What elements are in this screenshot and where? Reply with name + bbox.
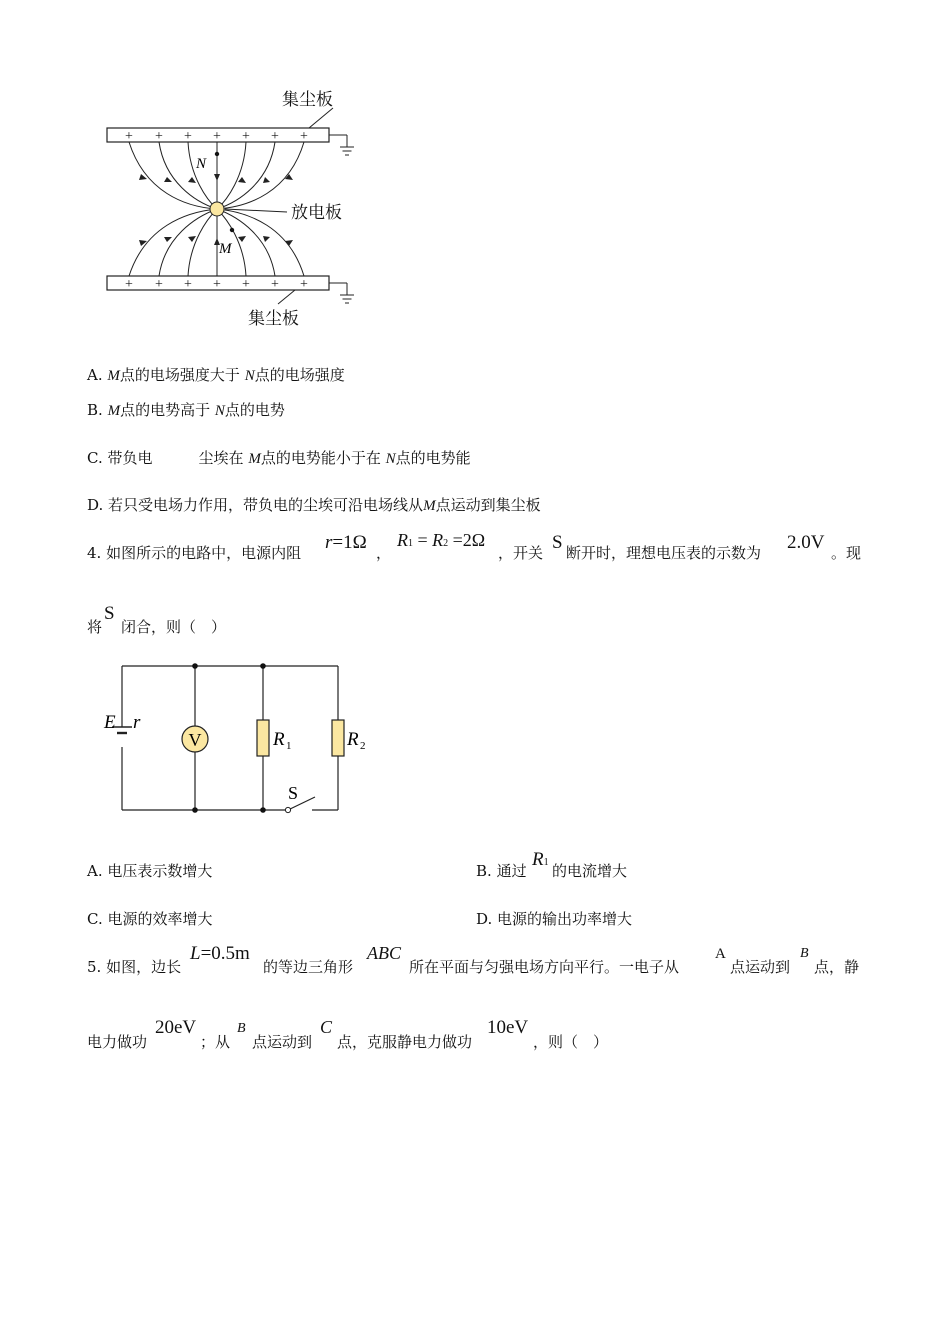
r1-label: R: [273, 729, 285, 750]
q4-option-a[interactable]: A. 电压表示数增大: [87, 862, 213, 880]
q4-line2-a: 将: [87, 618, 103, 636]
point-n-dot: [215, 152, 219, 156]
q4-voltage-value: 2.0V: [787, 532, 825, 553]
svg-text:+: +: [242, 277, 250, 292]
q4-text-open: 断开时，理想电压表的示数为: [566, 544, 762, 562]
q4-comma: ，: [376, 544, 392, 562]
q4-r-value: r=1Ω: [325, 532, 367, 553]
q4-text-now: 。现: [831, 544, 862, 562]
ground-symbol-bottom: [329, 283, 354, 303]
switch-contact: [285, 807, 290, 812]
ground-symbol-top: [329, 135, 354, 155]
q4-option-b[interactable]: B. 通过: [476, 862, 527, 880]
svg-text:+: +: [184, 277, 192, 292]
svg-text:+: +: [125, 129, 133, 144]
q5-line2-d: 点，克服静电力做功: [337, 1033, 473, 1051]
svg-text:2: 2: [360, 740, 366, 752]
q4-text-switch: ，开关: [498, 544, 544, 562]
internal-r-label: r: [133, 712, 141, 733]
q5-work-1: 20eV: [155, 1017, 197, 1038]
q5-text-move: 点运动到: [730, 958, 791, 976]
q5-text-static: 点，静: [814, 958, 860, 976]
svg-text:V: V: [188, 730, 202, 750]
q4-option-d[interactable]: D. 电源的输出功率增大: [476, 910, 633, 928]
q5-point-b2: B: [237, 1021, 246, 1036]
svg-text:1: 1: [286, 740, 292, 752]
q5-point-a: A: [715, 946, 726, 962]
q5-abc: ABC: [367, 943, 401, 963]
option-a[interactable]: A. M点的电场强度大于 N点的电场强度: [87, 366, 345, 384]
switch-label: S: [288, 783, 299, 803]
label-discharge-plate: 放电板: [291, 203, 342, 223]
q5-work-2: 10eV: [487, 1017, 529, 1038]
q5-text-triangle: 的等边三角形: [263, 958, 354, 976]
q5-text-plane: 所在平面与匀强电场方向平行。一电子从: [409, 958, 680, 976]
q5-line2-c: 点运动到: [252, 1033, 313, 1051]
q5-point-b: B: [800, 946, 809, 961]
svg-text:+: +: [242, 129, 250, 144]
q5-line2-b: ；从: [200, 1033, 231, 1051]
q5-line2-a: 电力做功: [87, 1033, 148, 1051]
point-n-label: N: [196, 156, 207, 172]
option-d[interactable]: D. 若只受电场力作用，带负电的尘埃可沿电场线从M点运动到集尘板: [87, 496, 541, 514]
q5-point-c: C: [320, 1017, 333, 1037]
q4-option-c[interactable]: C. 电源的效率增大: [87, 910, 213, 928]
svg-text:+: +: [213, 277, 221, 292]
label-bottom-collector: 集尘板: [248, 309, 299, 329]
point-m-dot: [230, 228, 234, 232]
svg-text:+: +: [213, 129, 221, 144]
discharge-electrode: [210, 202, 224, 216]
svg-text:+: +: [300, 277, 308, 292]
q4-switch-s1: S: [552, 532, 563, 553]
option-c[interactable]: C. 带负电 尘埃在 M点的电势能小于在 N点的电势能: [87, 449, 471, 467]
q4-r1-r2-value: R1 = R2 =2Ω: [397, 530, 486, 550]
question-5-line1: 5. 如图，边长: [87, 958, 182, 976]
svg-text:+: +: [125, 277, 133, 292]
svg-text:+: +: [155, 129, 163, 144]
resistor-r2: [332, 720, 344, 756]
resistor-r1: [257, 720, 269, 756]
circuit-figure: [100, 655, 380, 825]
r2-label: R: [347, 729, 359, 750]
question-4-line1: 4. 如图所示的电路中，电源内阻: [87, 544, 302, 562]
svg-text:+: +: [300, 129, 308, 144]
q4-option-b-tail: 的电流增大: [552, 862, 628, 880]
option-b[interactable]: B. M点的电势高于 N点的电势: [87, 401, 285, 419]
q5-length-value: L=0.5m: [190, 943, 250, 964]
q4-switch-s2: S: [104, 603, 115, 624]
svg-text:+: +: [271, 277, 279, 292]
svg-text:+: +: [271, 129, 279, 144]
svg-text:+: +: [184, 129, 192, 144]
label-top-collector: 集尘板: [282, 90, 333, 110]
q5-line2-e: ，则（ ）: [533, 1033, 609, 1051]
svg-text:+: +: [155, 277, 163, 292]
point-m-label: M: [219, 241, 232, 257]
emf-label: E: [104, 712, 116, 733]
q4-line2-b: 闭合，则（ ）: [121, 618, 227, 636]
q4-option-b-r1: R1: [532, 849, 549, 870]
